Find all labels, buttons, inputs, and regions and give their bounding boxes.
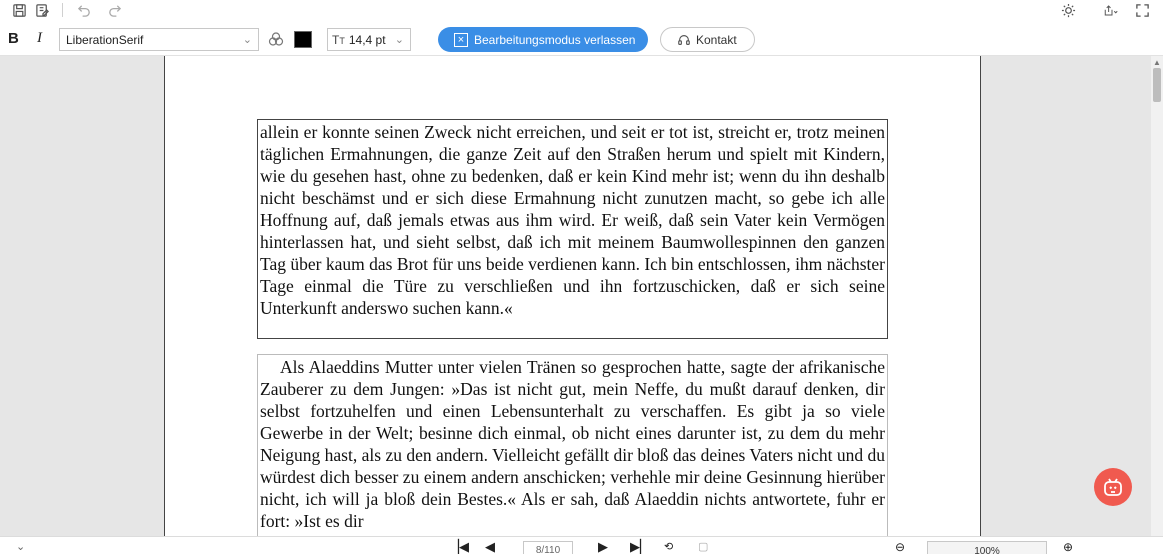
text-color-swatch[interactable] (294, 31, 312, 48)
top-toolbar (0, 0, 1163, 20)
chevron-down-icon: ⌄ (242, 34, 252, 46)
rotate-page-icon[interactable]: ⟲ (664, 541, 674, 553)
share-icon[interactable] (1098, 1, 1122, 19)
bottom-navigation-bar (0, 536, 1163, 554)
scroll-up-icon[interactable]: ▲ (1153, 58, 1161, 67)
undo-icon[interactable] (75, 1, 93, 19)
page-number-input[interactable]: 8/110 (523, 541, 573, 554)
close-icon: × (454, 33, 468, 47)
zoom-in-icon[interactable]: ⊕ (1063, 540, 1074, 554)
document-workspace (0, 56, 1163, 536)
zoom-out-icon[interactable]: ⊖ (895, 540, 906, 554)
zoom-level[interactable]: 100% (927, 541, 1047, 554)
robot-icon (1101, 475, 1125, 499)
italic-button[interactable]: I (37, 30, 42, 46)
text-block-selected[interactable] (257, 119, 888, 339)
previous-page-icon[interactable]: ◀ (485, 539, 495, 554)
font-size-icon: TT (332, 33, 345, 47)
next-page-icon[interactable]: ▶ (598, 539, 608, 554)
font-size-value: 14,4 pt (348, 33, 386, 47)
bold-button[interactable]: B (8, 30, 19, 47)
toolbar-divider (62, 3, 63, 17)
chevron-down-icon: ⌄ (394, 34, 404, 46)
page-copy-icon[interactable]: ▢ (698, 541, 709, 553)
text-block[interactable] (257, 354, 888, 544)
vertical-scrollbar[interactable] (1151, 56, 1163, 536)
assistant-button[interactable] (1094, 468, 1132, 506)
paragraph-text: allein er konnte seinen Zweck nicht erreichen, und seit er tot ist, streicht er, trotz meinen täglichen Ermahnungen, die ganze Zeit auf den Straßen herum und spielt mit Kindern, wie du gesehen hast, ohne zu bedenken, daß er kein Kind mehr ist; wenn du ihn deshalb nicht beschämst und er sich diese Ermahnung nicht zunutzen macht, so gebe ich alle Hoffnung auf, daß jemals etwas aus ihm wird. Er weiß, daß sein Vater kein Vermögen hinterlassen hat, und sieht selbst, daß ich mit meinem Baumwollespinnen den ganzen Tag über kaum das Brot für uns beide verdienen kann. Ich bin entschlossen, ihm nächster Tage einmal die Türe zu verschließen und ihn fortzuschicken, daß er sich seine Unterkunft anderswo suchen kann.« (260, 122, 885, 318)
first-page-icon[interactable]: ▕◀ (449, 539, 469, 554)
format-toolbar (0, 22, 1163, 56)
brightness-icon[interactable] (1059, 1, 1077, 19)
font-size-select[interactable] (327, 28, 411, 51)
font-family-value: LiberationSerif (66, 33, 144, 47)
last-page-icon[interactable]: ▶▏ (630, 539, 650, 554)
fullscreen-icon[interactable] (1133, 1, 1151, 19)
font-family-select[interactable] (59, 28, 259, 51)
exit-edit-mode-button[interactable] (438, 27, 648, 52)
document-page (164, 56, 981, 536)
redo-icon[interactable] (105, 1, 123, 19)
save-icon[interactable] (10, 1, 28, 19)
color-picker-icon[interactable] (268, 31, 284, 47)
scroll-thumb[interactable] (1153, 68, 1161, 102)
headset-icon (677, 33, 691, 47)
paragraph-text: Als Alaeddins Mutter unter vielen Tränen so gesprochen hatte, sagte der afrikanische Zauberer zu dem Jungen: »Das ist nicht gut, mein Neffe, du mußt darauf denken, dir selbst fortzuhelfen und einen Lebensunterhalt zu verschaffen. Es gibt ja so viele Gewerbe in der Welt; besinne dich einmal, ob nicht eines darunter ist, zu dem du mehr Neigung hast, als zu den andern. Vielleicht gefällt dir bloß das deines Vaters nicht und du würdest dich besser zu einem andern anschicken; verhehle mir deine Gesinnung hierüber nicht, ich will ja bloß dein Bestes.« Als er sah, daß Alaeddin nichts antwortete, fuhr er fort: »Ist es dir (260, 357, 885, 531)
save-as-icon[interactable] (33, 1, 51, 19)
exit-edit-mode-label: Bearbeitungsmodus verlassen (474, 32, 636, 47)
chevron-down-icon[interactable]: ⌄ (16, 541, 26, 553)
contact-label: Kontakt (696, 32, 737, 47)
contact-button[interactable] (660, 27, 755, 52)
